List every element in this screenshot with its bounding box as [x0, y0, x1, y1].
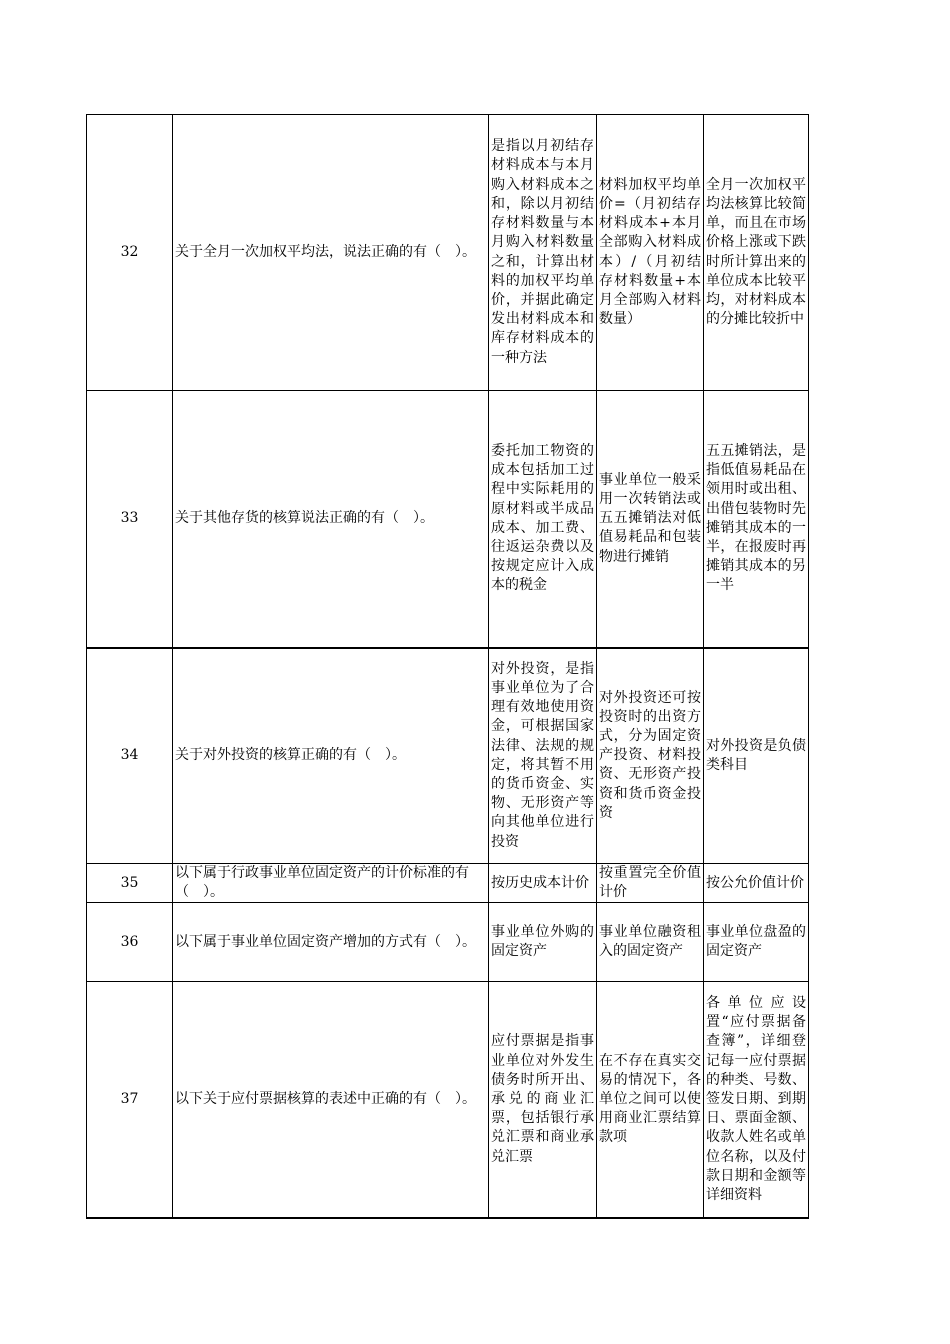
- question-text: 关于其他存货的核算说法正确的有（ ）。: [173, 391, 489, 648]
- question-text: 以下属于行政事业单位固定资产的计价标准的有（ ）。: [173, 864, 489, 903]
- option-b: 材料加权平均单价=（月初结存材料成本+本月全部购入材料成本）/（月初结存材料数量+本月全部购入材料数量）: [597, 115, 704, 391]
- question-text: 关于对外投资的核算正确的有（ ）。: [173, 648, 489, 864]
- option-c: 按公允价值计价: [704, 864, 809, 903]
- option-b: 事业单位一般采用一次转销法或五五摊销法对低值易耗品和包装物进行摊销: [597, 391, 704, 648]
- option-a: 是指以月初结存材料成本与本月购入材料成本之和，除以月初结存材料数量与本月购入材料数量之和，计算出材料的加权平均单价，并据此确定发出材料成本和库存材料成本的一种方法: [489, 115, 597, 391]
- question-number: 37: [87, 982, 173, 1218]
- option-c: 全月一次加权平均法核算比较简单，而且在市场价格上涨或下跌时所计算出来的单位成本比较平均，对材料成本的分摊比较折中: [704, 115, 809, 391]
- option-b: 事业单位融资租入的固定资产: [597, 903, 704, 982]
- question-text: 关于全月一次加权平均法，说法正确的有（ ）。: [173, 115, 489, 391]
- option-c: 对外投资是负债类科目: [704, 648, 809, 864]
- question-table: [86, 114, 809, 1219]
- question-number: 35: [87, 864, 173, 903]
- table-row: [87, 115, 809, 391]
- option-b: 对外投资还可按投资时的出资方式，分为固定资产投资、材料投资、无形资产投资和货币资金投资: [597, 648, 704, 864]
- option-a: 对外投资，是指事业单位为了合理有效地使用资金，可根据国家法律、法规的规定，将其暂不用的货币资金、实物、无形资产等向其他单位进行投资: [489, 648, 597, 864]
- option-a: 按历史成本计价: [489, 864, 597, 903]
- option-a: 应付票据是指事业单位对外发生债务时所开出、承兑的商业汇票，包括银行承兑汇票和商业承兑汇票: [489, 982, 597, 1218]
- question-number: 33: [87, 391, 173, 648]
- option-a: 事业单位外购的固定资产: [489, 903, 597, 982]
- question-number: 34: [87, 648, 173, 864]
- question-text: 以下关于应付票据核算的表述中正确的有（ ）。: [173, 982, 489, 1218]
- option-a: 委托加工物资的成本包括加工过程中实际耗用的原材料或半成品成本、加工费、往返运杂费以及按规定应计入成本的税金: [489, 391, 597, 648]
- table-row: [87, 982, 809, 1218]
- option-c: 事业单位盘盈的固定资产: [704, 903, 809, 982]
- table-row: [87, 864, 809, 903]
- option-c: 各单位应设置“应付票据备查簿”，详细登记每一应付票据的种类、号数、签发日期、到期日、票面金额、收款人姓名或单位名称，以及付款日期和金额等详细资料: [704, 982, 809, 1218]
- option-b: 在不存在真实交易的情况下，各单位之间可以使用商业汇票结算款项: [597, 982, 704, 1218]
- table-row: [87, 648, 809, 864]
- table-row: [87, 903, 809, 982]
- question-text: 以下属于事业单位固定资产增加的方式有（ ）。: [173, 903, 489, 982]
- table-row: [87, 391, 809, 648]
- question-number: 32: [87, 115, 173, 391]
- option-c: 五五摊销法，是指低值易耗品在领用时或出租、出借包装物时先摊销其成本的一半，在报废时再摊销其成本的另一半: [704, 391, 809, 648]
- option-b: 按重置完全价值计价: [597, 864, 704, 903]
- question-number: 36: [87, 903, 173, 982]
